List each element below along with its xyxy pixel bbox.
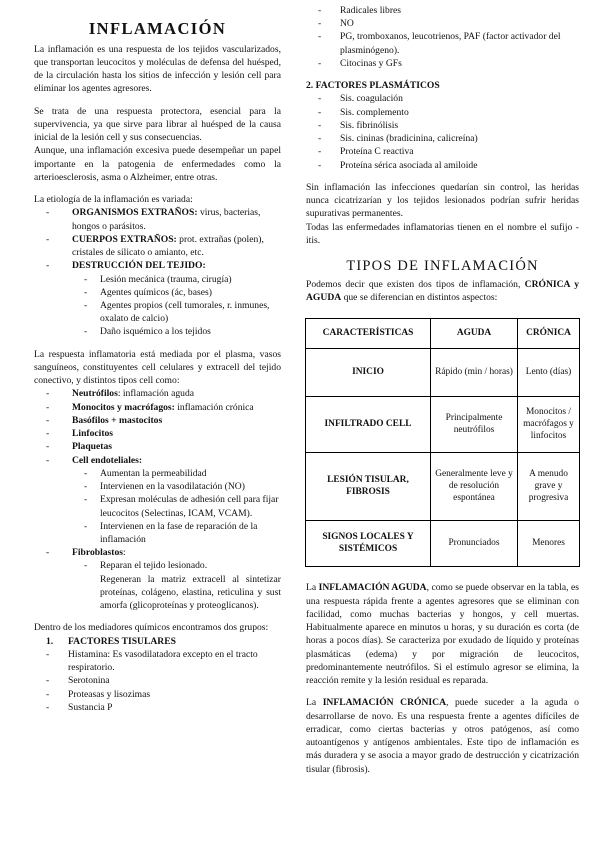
table-cell: Menores xyxy=(518,521,580,567)
tissue-damage-list xyxy=(72,273,281,339)
list-item: - Basófilos + mastocitos xyxy=(34,414,281,427)
list-item: - Serotonina xyxy=(34,674,281,687)
table-header-row xyxy=(306,319,580,349)
table-header-cell: AGUDA xyxy=(431,319,518,349)
list-item: - Proteasas y lisozimas xyxy=(34,688,281,701)
etiology-list xyxy=(34,206,281,338)
table-cell: INICIO xyxy=(306,349,431,397)
table-row xyxy=(306,453,580,521)
list-item: - Aumentan la permeabilidad xyxy=(72,467,281,480)
itis-paragraph: Todas las enfermedades inflamatorias tienen en el nombre el sufijo -itis. xyxy=(306,221,579,246)
excessive-paragraph: Aunque, una inflamación excesiva puede desempeñar un papel importante en la patogenia de enfermedades como la arterioesclerosis, asma o Alzheimer, entre otras. xyxy=(34,145,281,183)
list-item: - Radicales libres xyxy=(306,4,579,17)
types-title: TIPOS DE INFLAMACIÓN xyxy=(346,257,539,274)
list-item: - Agentes propios (cell tumorales, r. inmunes, oxalato de calcio) xyxy=(72,299,281,325)
table-cell: LESIÓN TISULAR, FIBROSIS xyxy=(306,453,431,521)
list-item: - Proteína sérica asociada al amiloide xyxy=(306,159,579,172)
list-item: - Sis. coagulación xyxy=(306,92,579,105)
list-item: - Intervienen en la vasodilatación (NO) xyxy=(72,480,281,493)
endothelial-list xyxy=(72,467,281,546)
table-row xyxy=(306,397,580,453)
list-item: - Monocitos y macrófagos: inflamación crónica xyxy=(34,401,281,414)
table-header-cell: CARACTERÍSTICAS xyxy=(306,319,431,349)
table-header-cell: CRÓNICA xyxy=(518,319,580,349)
list-item: - Cell endoteliales: - Aumentan la permeabilidad - Intervienen en la vasodilatación (NO) - Expresan moléculas de adhesión cell para fijar leucocitos (Selectinas, ICAM, VCAM). - Intervienen en la fase de reparación de la inflamación xyxy=(34,454,281,547)
etiology-intro: La etiología de la inflamación es variada: xyxy=(34,194,193,206)
left-column xyxy=(34,14,281,714)
right-column xyxy=(306,4,579,785)
table-cell: Monocitos / macrófagos y linfocitos xyxy=(518,397,580,453)
table-cell: INFILTRADO CELL xyxy=(306,397,431,453)
chronic-paragraph: La INFLAMACIÓN CRÓNICA, puede suceder a la aguda o desarrollarse de novo. Es una respuesta frente a agentes difíciles de erradicar, como ciertas bacterias y otros patógenos, así como autoantígenos y antígenos ambientales. Este tipo de inflamación es más duradera y se asocia a mayor grado de destrucción y cicatrización tisular (fibrosis). xyxy=(306,697,579,775)
table-cell: Rápido (min / horas) xyxy=(431,349,518,397)
types-intro: Podemos decir que existen dos tipos de inflamación, CRÓNICA y AGUDA que se diferencian en distintos aspectos: xyxy=(306,278,579,304)
without-inflammation-paragraph: Sin inflamación las infecciones quedarían sin control, las heridas nunca cicatrizarían y los tejidos lesionados podrían sufrir heridas supurativas permanentes. xyxy=(306,181,579,220)
protective-paragraph: Se trata de una respuesta protectora, esencial para la supervivencia, ya que sirve para librar al huésped de la causa inicial de la lesión cell y sus consecuencias. xyxy=(34,105,281,144)
list-item: - CUERPOS EXTRAÑOS: prot. extrañas (polen), cristales de silicato o amianto, etc. xyxy=(34,233,281,259)
intro-paragraph: La inflamación es una respuesta de los tejidos vascularizados, que transportan leucocitos y moléculas de defensa del huésped, de la circulación hasta los sitios de infección y lesión cell para eliminar los agentes agresores. xyxy=(34,43,281,95)
list-item: - NO xyxy=(306,17,579,30)
fibroblasts-detail: Regeneran la matriz extracell al sintetizar proteínas, colágeno, elastina, reticulina y sust amorfa (glicoproteínas y proteoglicanos). xyxy=(100,573,281,612)
list-item: - Proteína C reactiva xyxy=(306,145,579,158)
mediated-intro: La respuesta inflamatoria está mediada por el plasma, vasos sanguíneos, constituyentes cell celulares y extracell del tejido conectivo, y distintos tipos cell como: xyxy=(34,348,281,387)
list-item: - Neutrófilos: inflamación aguda xyxy=(34,387,281,400)
table-cell: Principalmente neutrófilos xyxy=(431,397,518,453)
cell-types-list xyxy=(34,387,281,612)
list-item: - Fibroblastos: - Reparan el tejido lesionado. Regeneran la matriz extracell al sintetizar proteínas, colágeno, elastina, reticulina y sust amorfa (glicoproteínas y proteoglicanos). xyxy=(34,546,281,612)
list-item: - Daño isquémico a los tejidos xyxy=(72,325,281,338)
list-item: - Lesión mecánica (trauma, cirugía) xyxy=(72,273,281,286)
list-item: - Citocinas y GFs xyxy=(306,57,579,70)
list-item: - Sis. complemento xyxy=(306,106,579,119)
plasma-factors-list xyxy=(306,92,579,171)
acute-paragraph: La INFLAMACIÓN AGUDA, como se puede observar en la tabla, es una respuesta rápida frente a agentes agresores que se eliminan con facilidad, como muchas bacterias y hongos, y cell muertas. Habitualmente aparece en minutos u horas, y su duración es corta (de horas a pocos días). Se caracteriza por exudado de líquido y proteínas plasmáticas (edema) y por migración de leucocitos, predominantemente neutrófilos. Si el estímulo agresor se elimina, la reacción remite y la lesión residual es reparada. xyxy=(306,582,579,687)
tissue-factors-list-cont xyxy=(306,4,579,70)
list-item: - Expresan moléculas de adhesión cell para fijar leucocitos (Selectinas, ICAM, VCAM). xyxy=(72,493,281,519)
table-cell: A menudo grave y progresiva xyxy=(518,453,580,521)
table-row xyxy=(306,521,580,567)
list-item: - PG, tromboxanos, leucotrienos, PAF (factor activador del plasminógeno). xyxy=(306,30,579,56)
list-item: - Histamina: Es vasodilatadora excepto en el tracto respiratorio. xyxy=(34,648,281,674)
list-item: - Sis. cininas (bradicinina, calicreína) xyxy=(306,132,579,145)
table-cell: SIGNOS LOCALES Y SISTÉMICOS xyxy=(306,521,431,567)
mediators-intro: Dentro de los mediadores químicos encontramos dos grupos: xyxy=(34,622,269,634)
fibroblasts-list xyxy=(72,559,281,572)
list-item: - Sustancia P xyxy=(34,701,281,714)
table-cell: Generalmente leve y de resolución espontánea xyxy=(431,453,518,521)
table-cell: Lento (días) xyxy=(518,349,580,397)
list-item: - Intervienen en la fase de reparación de la inflamación xyxy=(72,520,281,546)
list-item: - Plaquetas xyxy=(34,440,281,453)
list-item: - Linfocitos xyxy=(34,427,281,440)
comparison-table xyxy=(305,318,580,567)
list-item: - Sis. fibrinólisis xyxy=(306,119,579,132)
list-item: - ORGANISMOS EXTRAÑOS: virus, bacterias, hongos o parásitos. xyxy=(34,206,281,232)
table-cell: Pronunciados xyxy=(431,521,518,567)
plasma-factors-heading: 2. FACTORES PLASMÁTICOS xyxy=(306,80,440,92)
page-title: INFLAMACIÓN xyxy=(88,19,227,38)
table-row xyxy=(306,349,580,397)
list-item: - DESTRUCCIÓN DEL TEJIDO: - Lesión mecánica (trauma, cirugía) - Agentes químicos (ác, bases) - Agentes propios (cell tumorales, r. inmunes, oxalato de calcio) - Daño isquémico a los tejidos xyxy=(34,259,281,338)
list-item: - Reparan el tejido lesionado. xyxy=(72,559,281,572)
tissue-factors-list xyxy=(34,648,281,714)
list-item: - Agentes químicos (ác, bases) xyxy=(72,286,281,299)
tissue-factors-heading: 1. FACTORES TISULARES xyxy=(46,635,176,647)
